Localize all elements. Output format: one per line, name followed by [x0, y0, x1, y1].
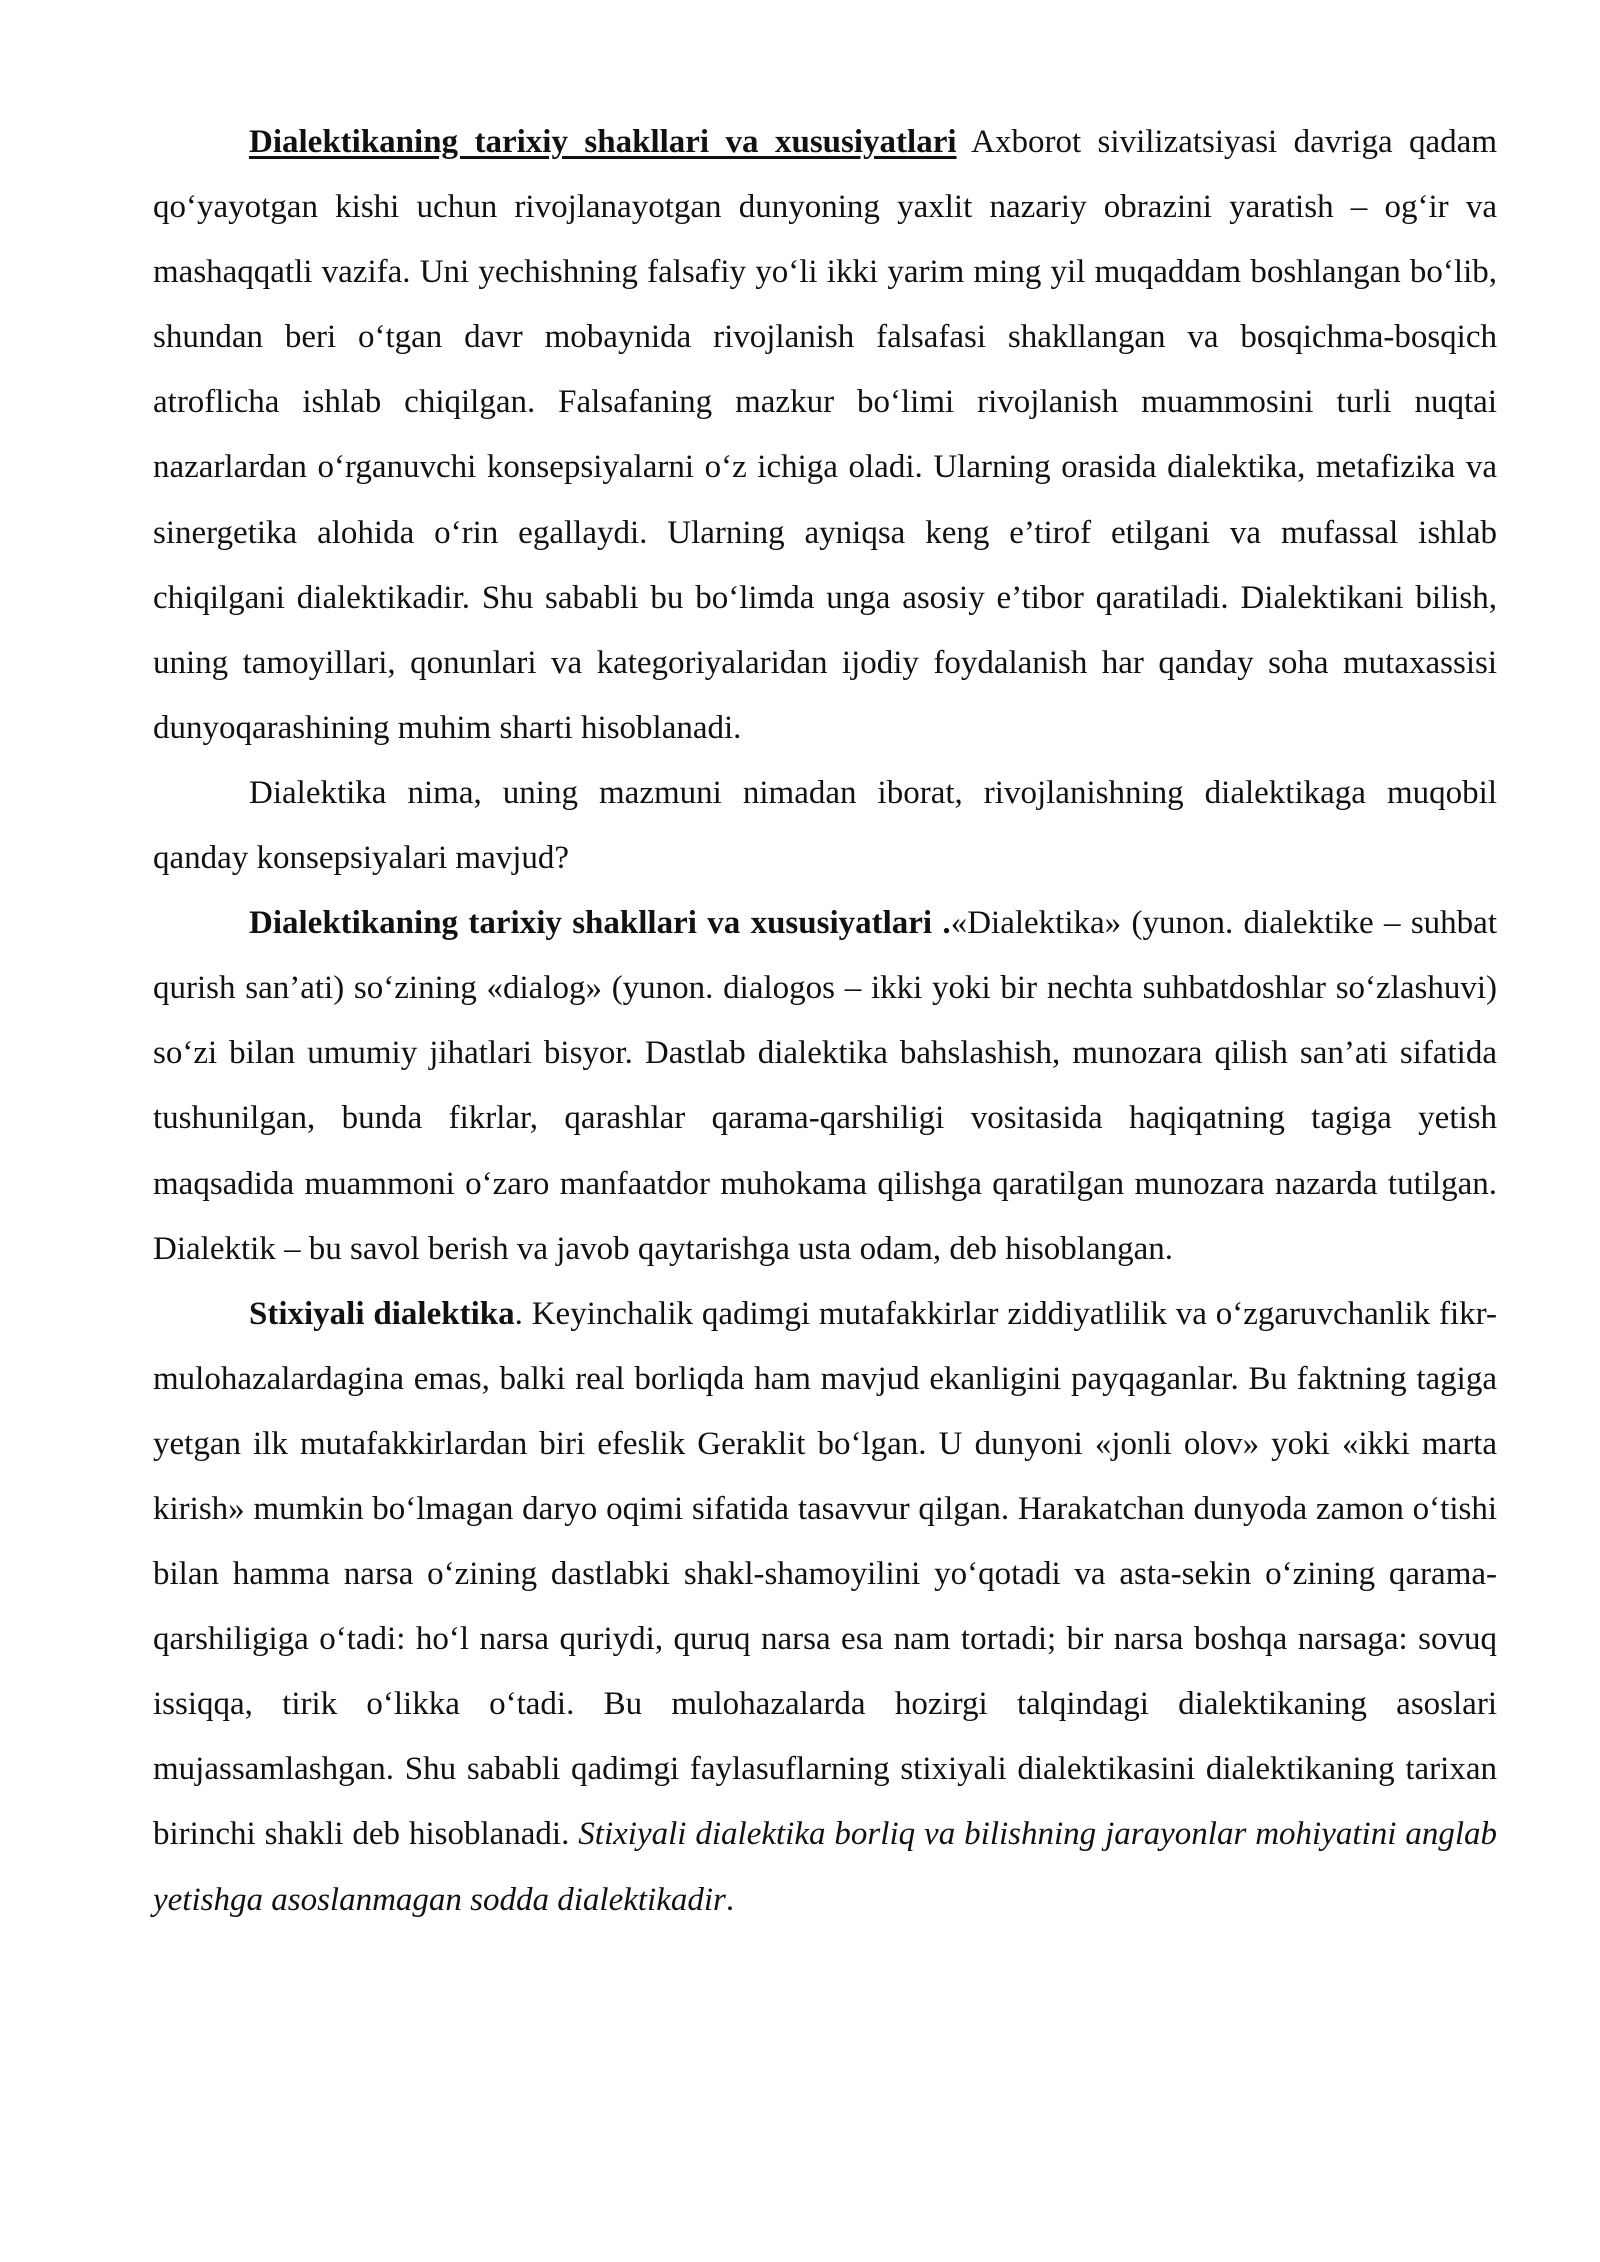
paragraph-spontaneous-dialectics: [153, 1282, 1497, 1933]
paragraph-dialectics-definition: [153, 891, 1497, 1282]
paragraph-text: Dialektika nima, uning mazmuni nimadan iborat, rivojlanishning dialektikaga muqobil qanday konsepsiyalari mavjud?: [153, 774, 1497, 877]
paragraph-text: «Dialektika» (yunon. dialektike – suhbat qurish san’ati) so‘zining «dialog» (yunon. dialogos – ikki yoki bir nechta suhbatdoshlar so‘zlashuvi) so‘zi bilan umumiy jihatlari bisyor. Dastlab dialektika bahslashish, munozara qilish san’ati sifatida tushunilgan, bunda fikrlar, qarashlar qarama-qarshiligi vositasida haqiqatning tagiga yetish maqsadida muammoni o‘zaro manfaatdor muhokama qilishga qaratilgan munozara nazarda tutilgan. Dialektik – bu savol berish va javob qaytarishga usta odam, deb hisoblangan.: [153, 905, 1497, 1267]
section-heading: Dialektikaning tarixiy shakllari va xususiyatlari: [249, 124, 957, 160]
document-page: [153, 110, 1497, 1933]
section-heading: Dialektikaning tarixiy shakllari va xususiyatlari .: [249, 905, 951, 942]
paragraph-text: . Keyinchalik qadimgi mutafakkirlar ziddiyatlilik va o‘zgaruvchanlik fikr-mulohazalardagina emas, balki real borliqda ham mavjud ekanligini payqaganlar. Bu faktning tagiga yetgan ilk mutafakkirlardan biri efeslik Geraklit bo‘lgan. U dunyoni «jonli olov» yoki «ikki marta kirish» mumkin bo‘lmagan daryo oqimi sifatida tasavvur qilgan. Harakatchan dunyoda zamon o‘tishi bilan hamma narsa o‘zining dastlabki shakl-shamoyilini yo‘qotadi va asta-sekin o‘zining qarama-qarshiligiga o‘tadi: ho‘l narsa quriydi, quruq narsa esa nam tortadi; bir narsa boshqa narsaga: sovuq issiqqa, tirik o‘likka o‘tadi. Bu mulohazalarda hozirgi talqindagi dialektikaning asoslari mujassamlashgan. Shu sababli qadimgi faylasuflarning stixiyali dialektikasini dialektikaning tarixan birinchi shakli deb hisoblanadi.: [153, 1295, 1497, 1853]
italic-definition: Stixiyali dialektika borliq va bilishning jarayonlar mohiyatini anglab yetishga asoslanmagan sodda dialektikadir: [153, 1816, 1497, 1918]
section-heading: Stixiyali dialektika: [249, 1295, 515, 1332]
paragraph-intro: [153, 110, 1497, 761]
paragraph-question: [153, 761, 1497, 891]
paragraph-tail: .: [725, 1881, 735, 1918]
paragraph-text: Axborot sivilizatsiyasi davriga qadam qo‘yayotgan kishi uchun rivojlanayotgan dunyoning yaxlit nazariy obrazini yaratish – og‘ir va mashaqqatli vazifa. Uni yechishning falsafiy yo‘li ikki yarim ming yil muqaddam boshlangan bo‘lib, shundan beri o‘tgan davr mobaynida rivojlanish falsafasi shakllangan va bosqichma-bosqich atroflicha ishlab chiqilgan. Falsafaning mazkur bo‘limi rivojlanish muammosini turli nuqtai nazarlardan o‘rganuvchi konsepsiyalarni o‘z ichiga oladi. Ularning orasida dialektika, metafizika va sinergetika alohida o‘rin egallaydi. Ularning ayniqsa keng e’tirof etilgani va mufassal ishlab chiqilgani dialektikadir. Shu sababli bu bo‘limda unga asosiy e’tibor qaratiladi. Dialektikani bilish, uning tamoyillari, qonunlari va kategoriyalaridan ijodiy foydalanish har qanday soha mutaxassisi dunyoqarashining muhim sharti hisoblanadi.: [153, 124, 1497, 746]
